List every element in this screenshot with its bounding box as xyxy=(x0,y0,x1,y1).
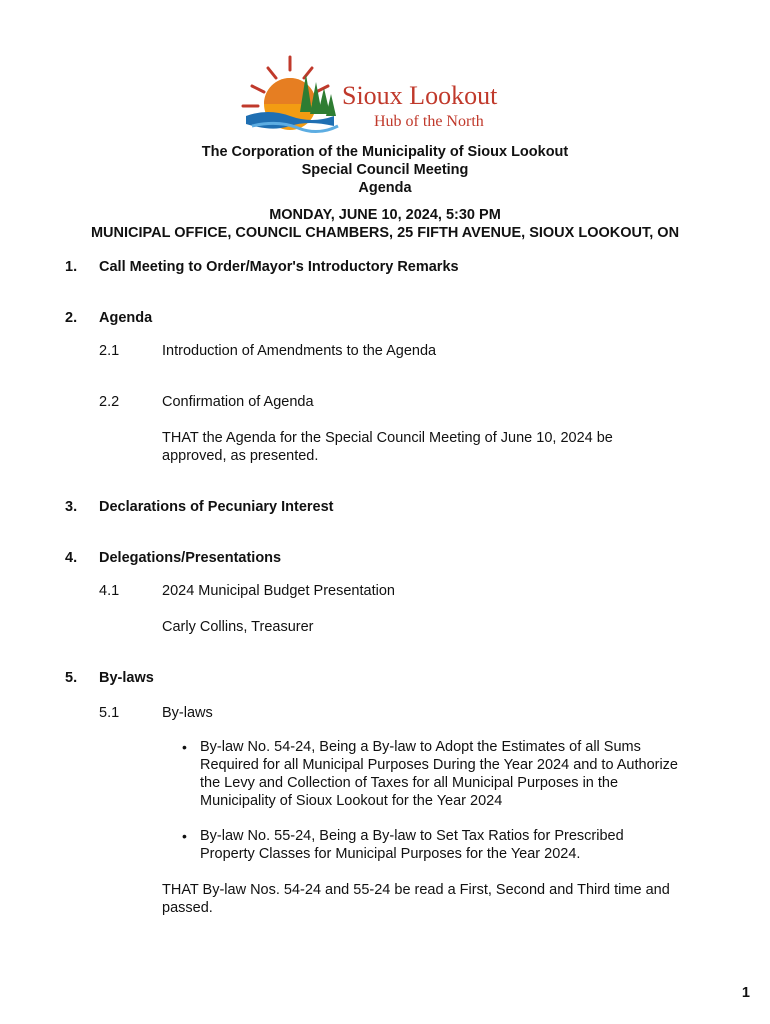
subitem-number: 5.1 xyxy=(99,705,120,721)
page-number: 1 xyxy=(741,985,750,1001)
bullet-icon: • xyxy=(182,828,187,844)
item-number: 3. xyxy=(65,499,78,515)
subitem-number: 2.1 xyxy=(99,343,120,359)
municipal-logo xyxy=(238,54,538,134)
subitem-title: Introduction of Amendments to the Agenda xyxy=(162,343,437,359)
item-title: By-laws xyxy=(99,670,154,686)
item-number: 1. xyxy=(65,259,78,275)
subitem-number: 4.1 xyxy=(99,583,120,599)
meeting-location: MUNICIPAL OFFICE, COUNCIL CHAMBERS, 25 FIFTH AVENUE, SIOUX LOOKOUT, ON xyxy=(90,225,680,241)
bylaw-item: By-law No. 55-24, Being a By-law to Set Tax Ratios for Prescribed Property Classes for Municipal Purposes for the Year 2024. xyxy=(200,828,624,862)
item-title: Call Meeting to Order/Mayor's Introductory Remarks xyxy=(99,259,459,275)
item-number: 4. xyxy=(65,550,78,566)
bylaw-item: By-law No. 54-24, Being a By-law to Adopt the Estimates of all Sums Required for all Municipal Purposes During the Year 2024 and to Authorize the Levy and Collection of Taxes for all Municipal Purposes in the Municipality of Sioux Lookout for the Year 2024 xyxy=(200,739,678,809)
corporation-title: The Corporation of the Municipality of Sioux Lookout xyxy=(201,144,569,160)
item-title: Delegations/Presentations xyxy=(99,550,282,566)
resolution-text: THAT By-law Nos. 54-24 and 55-24 be read a First, Second and Third time and passed. xyxy=(162,882,670,916)
resolution-text: THAT the Agenda for the Special Council Meeting of June 10, 2024 be approved, as presented. xyxy=(162,430,613,464)
item-number: 5. xyxy=(65,670,78,686)
item-title: Declarations of Pecuniary Interest xyxy=(99,499,334,515)
subitem-title: By-laws xyxy=(162,705,213,721)
document-title: Agenda xyxy=(358,180,412,196)
presenter-name: Carly Collins, Treasurer xyxy=(162,619,314,635)
sun-lookout-logo-graphic xyxy=(238,54,538,134)
meeting-type: Special Council Meeting xyxy=(301,162,469,178)
logo-name: Sioux Lookout xyxy=(342,81,498,110)
logo-tagline: Hub of the North xyxy=(374,113,484,130)
bullet-icon: • xyxy=(182,739,187,755)
subitem-title: 2024 Municipal Budget Presentation xyxy=(162,583,395,599)
subitem-number: 2.2 xyxy=(99,394,120,410)
item-number: 2. xyxy=(65,310,78,326)
subitem-title: Confirmation of Agenda xyxy=(162,394,314,410)
meeting-date: MONDAY, JUNE 10, 2024, 5:30 PM xyxy=(269,207,501,223)
item-title: Agenda xyxy=(99,310,153,326)
